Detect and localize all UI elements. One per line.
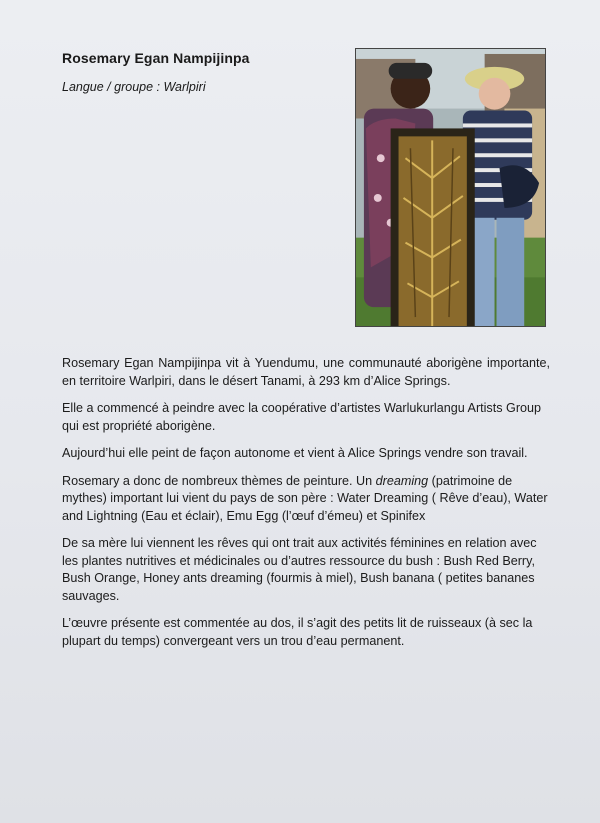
paragraph-4 (62, 473, 550, 526)
paragraph-4-start: Rosemary a donc de nombreux thèmes de peinture. Un (62, 473, 376, 488)
paragraph-2: Elle a commencé à peindre avec la coopérative d’artistes Warlukurlangu Artists Group qui est propriété aborigène. (62, 401, 542, 433)
paragraph-1: Rosemary Egan Nampijinpa vit à Yuendumu, une communauté aborigène importante, en territoire Warlpiri, dans le désert Tanami, à 293 km d’Alice Springs. (62, 356, 550, 388)
dreaming-term: dreaming (375, 473, 429, 488)
body-text (62, 355, 550, 660)
paragraph-6: L’œuvre présente est commentée au dos, il s’agit des petits lit de ruisseaux (à sec la plupart du temps) convergeant vers un trou d’eau permanent. (62, 616, 533, 648)
artist-name: Rosemary Egan Nampijinpa (62, 50, 250, 66)
photo-illustration (356, 49, 545, 326)
paragraph-3: Aujourd’hui elle peint de façon autonome et vient à Alice Springs vendre son travail. (62, 446, 528, 460)
paragraph-5: De sa mère lui viennent les rêves qui ont trait aux activités féminines en relation avec les plantes nutritives et médicinales ou d’autres ressource du bush : Bush Red Berry, Bush Orange, Honey ants dreaming (fourmis à miel), Bush banana ( petites bananes sauvages. (62, 536, 537, 603)
language-group: Langue / groupe : Warlpiri (62, 80, 206, 94)
artist-photo (355, 48, 546, 327)
paragraph-4-end: (patrimoine de mythes) important lui vient du pays de son père : Water Dreaming ( Rêve d’eau), Water and Lightning (Eau et éclair), Emu Egg (l’œuf d’émeu) et Spinifex (62, 473, 548, 523)
